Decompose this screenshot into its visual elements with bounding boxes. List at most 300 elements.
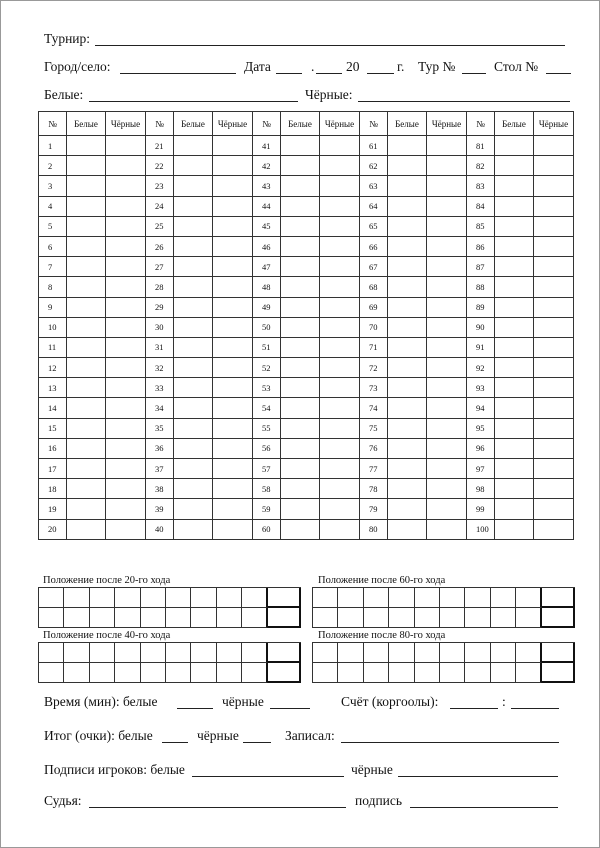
black-move-cell[interactable] xyxy=(427,337,467,357)
black-move-cell[interactable] xyxy=(106,438,146,458)
black-move-cell[interactable] xyxy=(106,257,146,277)
position-score-cell[interactable] xyxy=(542,643,575,663)
position-cell[interactable] xyxy=(491,643,516,663)
black-move-cell[interactable] xyxy=(320,479,360,499)
white-move-cell[interactable] xyxy=(67,418,106,438)
position-cell[interactable] xyxy=(141,643,166,663)
white-move-cell[interactable] xyxy=(67,438,106,458)
white-move-cell[interactable] xyxy=(174,136,213,156)
position-cell[interactable] xyxy=(516,643,541,663)
white-move-cell[interactable] xyxy=(388,277,427,297)
black-move-cell[interactable] xyxy=(320,418,360,438)
white-move-cell[interactable] xyxy=(495,136,534,156)
black-move-cell[interactable] xyxy=(213,418,253,438)
white-move-cell[interactable] xyxy=(281,418,320,438)
white-move-cell[interactable] xyxy=(67,136,106,156)
position-cell[interactable] xyxy=(364,643,389,663)
judge-signature-field[interactable] xyxy=(410,793,558,808)
white-move-cell[interactable] xyxy=(174,156,213,176)
white-move-cell[interactable] xyxy=(67,156,106,176)
position-cell[interactable] xyxy=(440,663,465,683)
white-move-cell[interactable] xyxy=(281,438,320,458)
white-move-cell[interactable] xyxy=(388,358,427,378)
position-cell[interactable] xyxy=(364,608,389,628)
position-cell[interactable] xyxy=(389,663,414,683)
position-cell[interactable] xyxy=(491,608,516,628)
position-cell[interactable] xyxy=(242,608,267,628)
white-move-cell[interactable] xyxy=(388,459,427,479)
black-move-cell[interactable] xyxy=(320,176,360,196)
white-move-cell[interactable] xyxy=(281,156,320,176)
score-white-field[interactable] xyxy=(450,694,498,709)
black-move-cell[interactable] xyxy=(534,156,574,176)
white-move-cell[interactable] xyxy=(388,257,427,277)
white-move-cell[interactable] xyxy=(388,196,427,216)
position-cell[interactable] xyxy=(465,663,490,683)
white-move-cell[interactable] xyxy=(67,277,106,297)
black-move-cell[interactable] xyxy=(213,459,253,479)
white-move-cell[interactable] xyxy=(495,156,534,176)
position-cell[interactable] xyxy=(39,643,64,663)
position-cell[interactable] xyxy=(364,588,389,608)
position-cell[interactable] xyxy=(491,588,516,608)
black-move-cell[interactable] xyxy=(106,196,146,216)
black-move-cell[interactable] xyxy=(106,236,146,256)
black-move-cell[interactable] xyxy=(534,236,574,256)
white-move-cell[interactable] xyxy=(174,216,213,236)
recorder-field[interactable] xyxy=(341,728,559,743)
black-move-cell[interactable] xyxy=(534,337,574,357)
white-move-cell[interactable] xyxy=(67,257,106,277)
white-move-cell[interactable] xyxy=(388,519,427,539)
position-cell[interactable] xyxy=(389,608,414,628)
black-move-cell[interactable] xyxy=(213,176,253,196)
black-move-cell[interactable] xyxy=(106,418,146,438)
white-move-cell[interactable] xyxy=(67,378,106,398)
white-move-cell[interactable] xyxy=(281,499,320,519)
black-move-cell[interactable] xyxy=(427,378,467,398)
position-cell[interactable] xyxy=(141,608,166,628)
white-move-cell[interactable] xyxy=(281,459,320,479)
white-move-cell[interactable] xyxy=(174,176,213,196)
black-move-cell[interactable] xyxy=(427,459,467,479)
black-move-cell[interactable] xyxy=(106,358,146,378)
black-move-cell[interactable] xyxy=(320,236,360,256)
position-cell[interactable] xyxy=(90,663,115,683)
position-cell[interactable] xyxy=(338,588,363,608)
position-cell[interactable] xyxy=(115,608,140,628)
white-move-cell[interactable] xyxy=(67,459,106,479)
position-cell[interactable] xyxy=(415,663,440,683)
white-move-cell[interactable] xyxy=(67,479,106,499)
position-cell[interactable] xyxy=(191,608,216,628)
black-move-cell[interactable] xyxy=(320,337,360,357)
white-move-cell[interactable] xyxy=(67,176,106,196)
black-move-cell[interactable] xyxy=(213,277,253,297)
position-cell[interactable] xyxy=(191,643,216,663)
judge-field[interactable] xyxy=(89,793,346,808)
white-move-cell[interactable] xyxy=(67,499,106,519)
black-move-cell[interactable] xyxy=(213,156,253,176)
white-move-cell[interactable] xyxy=(388,418,427,438)
position-cell[interactable] xyxy=(90,643,115,663)
black-move-cell[interactable] xyxy=(427,196,467,216)
position-cell[interactable] xyxy=(217,663,242,683)
black-move-cell[interactable] xyxy=(534,398,574,418)
black-move-cell[interactable] xyxy=(320,519,360,539)
black-move-cell[interactable] xyxy=(213,317,253,337)
black-move-cell[interactable] xyxy=(213,257,253,277)
black-move-cell[interactable] xyxy=(213,479,253,499)
white-move-cell[interactable] xyxy=(281,358,320,378)
black-move-cell[interactable] xyxy=(534,499,574,519)
white-move-cell[interactable] xyxy=(388,156,427,176)
black-move-cell[interactable] xyxy=(320,459,360,479)
position-cell[interactable] xyxy=(313,643,338,663)
position-cell[interactable] xyxy=(389,588,414,608)
white-move-cell[interactable] xyxy=(281,398,320,418)
white-move-cell[interactable] xyxy=(281,297,320,317)
black-move-cell[interactable] xyxy=(106,317,146,337)
white-move-cell[interactable] xyxy=(281,176,320,196)
white-move-cell[interactable] xyxy=(67,236,106,256)
position-cell[interactable] xyxy=(90,588,115,608)
black-move-cell[interactable] xyxy=(320,196,360,216)
position-cell[interactable] xyxy=(313,663,338,683)
position-cell[interactable] xyxy=(166,608,191,628)
black-move-cell[interactable] xyxy=(213,216,253,236)
white-move-cell[interactable] xyxy=(174,499,213,519)
white-move-cell[interactable] xyxy=(495,277,534,297)
black-move-cell[interactable] xyxy=(213,398,253,418)
black-move-cell[interactable] xyxy=(213,438,253,458)
white-move-cell[interactable] xyxy=(67,358,106,378)
white-move-cell[interactable] xyxy=(388,297,427,317)
score-black-field[interactable] xyxy=(511,694,559,709)
white-move-cell[interactable] xyxy=(281,136,320,156)
black-move-cell[interactable] xyxy=(534,378,574,398)
position-cell[interactable] xyxy=(516,663,541,683)
white-move-cell[interactable] xyxy=(174,459,213,479)
black-move-cell[interactable] xyxy=(320,317,360,337)
black-move-cell[interactable] xyxy=(427,277,467,297)
white-move-cell[interactable] xyxy=(174,479,213,499)
black-move-cell[interactable] xyxy=(320,277,360,297)
position-score-cell[interactable] xyxy=(268,663,301,683)
black-move-cell[interactable] xyxy=(320,216,360,236)
white-move-cell[interactable] xyxy=(67,519,106,539)
white-move-cell[interactable] xyxy=(281,277,320,297)
black-move-cell[interactable] xyxy=(427,418,467,438)
black-move-cell[interactable] xyxy=(320,398,360,418)
position-cell[interactable] xyxy=(491,663,516,683)
white-move-cell[interactable] xyxy=(495,438,534,458)
date-month-field[interactable] xyxy=(316,59,342,74)
black-move-cell[interactable] xyxy=(534,277,574,297)
black-move-cell[interactable] xyxy=(106,337,146,357)
date-year-field[interactable] xyxy=(367,59,394,74)
white-move-cell[interactable] xyxy=(174,196,213,216)
position-score-cell[interactable] xyxy=(268,643,301,663)
white-move-cell[interactable] xyxy=(495,317,534,337)
black-move-cell[interactable] xyxy=(427,358,467,378)
position-cell[interactable] xyxy=(64,663,89,683)
position-cell[interactable] xyxy=(338,663,363,683)
white-move-cell[interactable] xyxy=(174,378,213,398)
position-cell[interactable] xyxy=(166,663,191,683)
black-move-cell[interactable] xyxy=(534,176,574,196)
white-move-cell[interactable] xyxy=(174,398,213,418)
white-move-cell[interactable] xyxy=(495,216,534,236)
white-move-cell[interactable] xyxy=(67,216,106,236)
position-cell[interactable] xyxy=(39,663,64,683)
black-move-cell[interactable] xyxy=(534,519,574,539)
white-move-cell[interactable] xyxy=(388,216,427,236)
black-move-cell[interactable] xyxy=(534,196,574,216)
date-day-field[interactable] xyxy=(276,59,302,74)
white-move-cell[interactable] xyxy=(281,216,320,236)
black-move-cell[interactable] xyxy=(213,499,253,519)
black-move-cell[interactable] xyxy=(106,277,146,297)
position-score-cell[interactable] xyxy=(542,608,575,628)
white-move-cell[interactable] xyxy=(174,236,213,256)
position-cell[interactable] xyxy=(516,608,541,628)
white-move-cell[interactable] xyxy=(388,136,427,156)
white-move-cell[interactable] xyxy=(388,176,427,196)
black-move-cell[interactable] xyxy=(534,257,574,277)
white-move-cell[interactable] xyxy=(174,337,213,357)
white-move-cell[interactable] xyxy=(67,317,106,337)
round-field[interactable] xyxy=(462,59,486,74)
black-move-cell[interactable] xyxy=(427,499,467,519)
white-move-cell[interactable] xyxy=(495,398,534,418)
position-cell[interactable] xyxy=(415,643,440,663)
position-cell[interactable] xyxy=(389,643,414,663)
white-move-cell[interactable] xyxy=(174,257,213,277)
black-player-field[interactable] xyxy=(358,87,570,102)
position-grid-after-60[interactable] xyxy=(312,587,575,628)
black-move-cell[interactable] xyxy=(213,358,253,378)
white-player-field[interactable] xyxy=(89,87,298,102)
black-move-cell[interactable] xyxy=(427,236,467,256)
white-move-cell[interactable] xyxy=(281,257,320,277)
white-move-cell[interactable] xyxy=(495,459,534,479)
black-move-cell[interactable] xyxy=(213,297,253,317)
position-cell[interactable] xyxy=(415,608,440,628)
white-move-cell[interactable] xyxy=(281,519,320,539)
black-move-cell[interactable] xyxy=(213,378,253,398)
black-move-cell[interactable] xyxy=(320,358,360,378)
black-move-cell[interactable] xyxy=(213,136,253,156)
white-move-cell[interactable] xyxy=(174,418,213,438)
black-move-cell[interactable] xyxy=(534,418,574,438)
position-cell[interactable] xyxy=(115,588,140,608)
black-move-cell[interactable] xyxy=(320,438,360,458)
black-move-cell[interactable] xyxy=(320,499,360,519)
white-move-cell[interactable] xyxy=(67,297,106,317)
black-move-cell[interactable] xyxy=(534,317,574,337)
position-score-cell[interactable] xyxy=(542,588,575,608)
black-move-cell[interactable] xyxy=(427,156,467,176)
table-field[interactable] xyxy=(546,59,571,74)
white-move-cell[interactable] xyxy=(495,176,534,196)
black-move-cell[interactable] xyxy=(534,136,574,156)
black-move-cell[interactable] xyxy=(106,479,146,499)
black-move-cell[interactable] xyxy=(106,297,146,317)
position-cell[interactable] xyxy=(465,588,490,608)
white-move-cell[interactable] xyxy=(174,317,213,337)
white-move-cell[interactable] xyxy=(495,196,534,216)
white-move-cell[interactable] xyxy=(174,519,213,539)
city-field[interactable] xyxy=(120,59,236,74)
black-move-cell[interactable] xyxy=(320,297,360,317)
white-move-cell[interactable] xyxy=(174,297,213,317)
position-cell[interactable] xyxy=(166,588,191,608)
position-cell[interactable] xyxy=(64,588,89,608)
black-move-cell[interactable] xyxy=(534,459,574,479)
position-cell[interactable] xyxy=(217,588,242,608)
white-move-cell[interactable] xyxy=(388,317,427,337)
white-move-cell[interactable] xyxy=(67,196,106,216)
position-cell[interactable] xyxy=(465,608,490,628)
white-move-cell[interactable] xyxy=(495,358,534,378)
white-move-cell[interactable] xyxy=(495,257,534,277)
position-cell[interactable] xyxy=(115,663,140,683)
white-move-cell[interactable] xyxy=(495,418,534,438)
black-move-cell[interactable] xyxy=(534,438,574,458)
white-move-cell[interactable] xyxy=(281,317,320,337)
position-score-cell[interactable] xyxy=(542,663,575,683)
white-move-cell[interactable] xyxy=(281,337,320,357)
white-move-cell[interactable] xyxy=(495,519,534,539)
position-cell[interactable] xyxy=(516,588,541,608)
black-move-cell[interactable] xyxy=(213,236,253,256)
black-move-cell[interactable] xyxy=(427,176,467,196)
position-cell[interactable] xyxy=(141,663,166,683)
white-move-cell[interactable] xyxy=(281,196,320,216)
position-cell[interactable] xyxy=(64,643,89,663)
position-cell[interactable] xyxy=(64,608,89,628)
white-move-cell[interactable] xyxy=(495,337,534,357)
position-cell[interactable] xyxy=(217,608,242,628)
white-move-cell[interactable] xyxy=(495,499,534,519)
white-move-cell[interactable] xyxy=(388,378,427,398)
black-move-cell[interactable] xyxy=(427,438,467,458)
white-move-cell[interactable] xyxy=(388,479,427,499)
signature-white-field[interactable] xyxy=(192,762,344,777)
black-move-cell[interactable] xyxy=(106,136,146,156)
black-move-cell[interactable] xyxy=(213,337,253,357)
black-move-cell[interactable] xyxy=(534,216,574,236)
black-move-cell[interactable] xyxy=(534,297,574,317)
position-cell[interactable] xyxy=(364,663,389,683)
black-move-cell[interactable] xyxy=(106,398,146,418)
black-move-cell[interactable] xyxy=(106,519,146,539)
position-cell[interactable] xyxy=(242,643,267,663)
position-cell[interactable] xyxy=(440,643,465,663)
position-cell[interactable] xyxy=(242,588,267,608)
white-move-cell[interactable] xyxy=(281,236,320,256)
white-move-cell[interactable] xyxy=(281,479,320,499)
result-black-field[interactable] xyxy=(243,728,271,743)
position-cell[interactable] xyxy=(465,643,490,663)
black-move-cell[interactable] xyxy=(427,398,467,418)
position-grid-after-80[interactable] xyxy=(312,642,575,683)
position-cell[interactable] xyxy=(191,588,216,608)
black-move-cell[interactable] xyxy=(427,479,467,499)
white-move-cell[interactable] xyxy=(67,337,106,357)
position-score-cell[interactable] xyxy=(268,608,301,628)
black-move-cell[interactable] xyxy=(213,519,253,539)
white-move-cell[interactable] xyxy=(495,236,534,256)
position-cell[interactable] xyxy=(313,588,338,608)
white-move-cell[interactable] xyxy=(388,438,427,458)
black-move-cell[interactable] xyxy=(213,196,253,216)
position-score-cell[interactable] xyxy=(268,588,301,608)
position-grid-after-20[interactable] xyxy=(38,587,301,628)
time-black-field[interactable] xyxy=(270,694,310,709)
result-white-field[interactable] xyxy=(162,728,188,743)
black-move-cell[interactable] xyxy=(106,176,146,196)
white-move-cell[interactable] xyxy=(174,358,213,378)
white-move-cell[interactable] xyxy=(174,438,213,458)
black-move-cell[interactable] xyxy=(427,216,467,236)
position-cell[interactable] xyxy=(338,643,363,663)
black-move-cell[interactable] xyxy=(320,257,360,277)
white-move-cell[interactable] xyxy=(495,297,534,317)
black-move-cell[interactable] xyxy=(427,136,467,156)
white-move-cell[interactable] xyxy=(388,337,427,357)
black-move-cell[interactable] xyxy=(534,358,574,378)
white-move-cell[interactable] xyxy=(495,378,534,398)
white-move-cell[interactable] xyxy=(174,277,213,297)
black-move-cell[interactable] xyxy=(106,459,146,479)
time-white-field[interactable] xyxy=(177,694,213,709)
position-cell[interactable] xyxy=(440,588,465,608)
white-move-cell[interactable] xyxy=(67,398,106,418)
black-move-cell[interactable] xyxy=(534,479,574,499)
white-move-cell[interactable] xyxy=(388,398,427,418)
white-move-cell[interactable] xyxy=(388,236,427,256)
black-move-cell[interactable] xyxy=(320,136,360,156)
black-move-cell[interactable] xyxy=(427,297,467,317)
black-move-cell[interactable] xyxy=(427,257,467,277)
position-cell[interactable] xyxy=(39,588,64,608)
position-cell[interactable] xyxy=(217,643,242,663)
position-cell[interactable] xyxy=(242,663,267,683)
signature-black-field[interactable] xyxy=(398,762,558,777)
position-cell[interactable] xyxy=(166,643,191,663)
position-cell[interactable] xyxy=(90,608,115,628)
position-cell[interactable] xyxy=(338,608,363,628)
black-move-cell[interactable] xyxy=(106,216,146,236)
black-move-cell[interactable] xyxy=(427,317,467,337)
tournament-field[interactable] xyxy=(95,31,565,46)
white-move-cell[interactable] xyxy=(388,499,427,519)
position-cell[interactable] xyxy=(313,608,338,628)
position-cell[interactable] xyxy=(415,588,440,608)
white-move-cell[interactable] xyxy=(281,378,320,398)
black-move-cell[interactable] xyxy=(320,378,360,398)
white-move-cell[interactable] xyxy=(495,479,534,499)
black-move-cell[interactable] xyxy=(320,156,360,176)
position-cell[interactable] xyxy=(39,608,64,628)
position-grid-after-40[interactable] xyxy=(38,642,301,683)
black-move-cell[interactable] xyxy=(427,519,467,539)
black-move-cell[interactable] xyxy=(106,499,146,519)
black-move-cell[interactable] xyxy=(106,378,146,398)
position-cell[interactable] xyxy=(115,643,140,663)
